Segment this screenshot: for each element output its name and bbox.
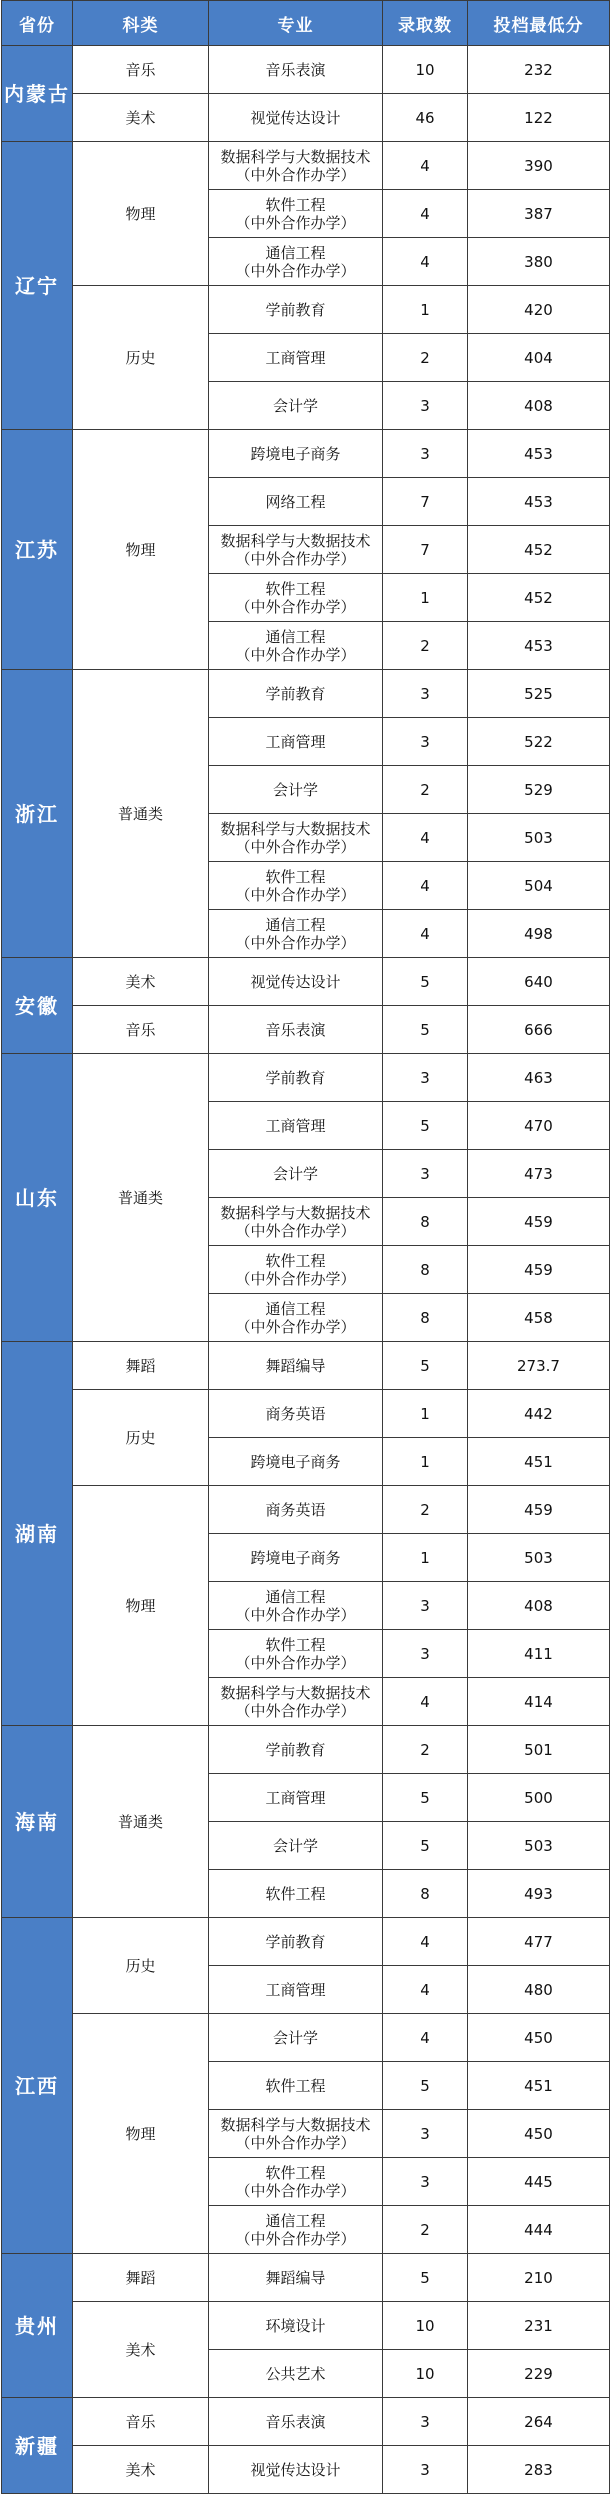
- min-score-cell: 451: [468, 2062, 610, 2110]
- major-name: 软件工程: [265, 579, 326, 598]
- major-note: （中外合作办学）: [235, 885, 356, 904]
- major-name: 工商管理: [265, 1980, 326, 1999]
- admitted-cell: 4: [383, 1918, 468, 1966]
- min-score-cell: 463: [468, 1054, 610, 1102]
- major-cell: [209, 2350, 383, 2398]
- major-cell: [209, 334, 383, 382]
- major-name: 舞蹈编导: [265, 1356, 326, 1375]
- major-note: （中外合作办学）: [235, 165, 356, 184]
- min-score-cell: 493: [468, 1870, 610, 1918]
- admitted-cell: 2: [383, 2206, 468, 2254]
- min-score-cell: 503: [468, 1822, 610, 1870]
- admitted-cell: 3: [383, 718, 468, 766]
- major-cell: [209, 910, 383, 958]
- major-cell: [209, 526, 383, 574]
- province-cell: 浙江: [2, 670, 73, 958]
- major-name: 跨境电子商务: [250, 444, 341, 463]
- table-row: [2, 430, 610, 478]
- min-score-cell: 480: [468, 1966, 610, 2014]
- major-name: 舞蹈编导: [265, 2268, 326, 2287]
- min-score-cell: 503: [468, 814, 610, 862]
- major-cell: [209, 2110, 383, 2158]
- category-cell: 历史: [73, 1390, 209, 1486]
- major-cell: [209, 1294, 383, 1342]
- admitted-cell: 5: [383, 1774, 468, 1822]
- province-cell: 新疆: [2, 2398, 73, 2494]
- major-note: （中外合作办学）: [235, 597, 356, 616]
- min-score-cell: 459: [468, 1198, 610, 1246]
- admitted-cell: 2: [383, 334, 468, 382]
- category-cell: 普通类: [73, 1726, 209, 1918]
- major-note: （中外合作办学）: [235, 1605, 356, 1624]
- major-cell: [209, 718, 383, 766]
- major-cell: [209, 862, 383, 910]
- major-name: 商务英语: [265, 1404, 326, 1423]
- table-row: [2, 2446, 610, 2494]
- major-name: 学前教育: [265, 1740, 326, 1759]
- major-note: （中外合作办学）: [235, 1317, 356, 1336]
- major-name: 音乐表演: [265, 60, 326, 79]
- major-cell: [209, 574, 383, 622]
- major-cell: [209, 190, 383, 238]
- admitted-cell: 10: [383, 46, 468, 94]
- major-name: 通信工程: [265, 2211, 326, 2230]
- header-min-score: 投档最低分: [468, 1, 610, 46]
- admitted-cell: 3: [383, 1054, 468, 1102]
- table-row: [2, 2302, 610, 2350]
- major-note: （中外合作办学）: [235, 213, 356, 232]
- table-row: [2, 1006, 610, 1054]
- major-cell: [209, 2062, 383, 2110]
- min-score-cell: 444: [468, 2206, 610, 2254]
- admitted-cell: 4: [383, 238, 468, 286]
- min-score-cell: 470: [468, 1102, 610, 1150]
- major-cell: [209, 1630, 383, 1678]
- min-score-cell: 408: [468, 1582, 610, 1630]
- min-score-cell: 380: [468, 238, 610, 286]
- admitted-cell: 8: [383, 1870, 468, 1918]
- major-cell: [209, 1198, 383, 1246]
- min-score-cell: 666: [468, 1006, 610, 1054]
- min-score-cell: 411: [468, 1630, 610, 1678]
- table-header-row: [2, 1, 610, 46]
- major-cell: [209, 958, 383, 1006]
- admitted-cell: 3: [383, 2110, 468, 2158]
- major-name: 公共艺术: [265, 2364, 326, 2383]
- min-score-cell: 404: [468, 334, 610, 382]
- category-cell: 音乐: [73, 46, 209, 94]
- major-name: 会计学: [272, 2028, 318, 2047]
- min-score-cell: 640: [468, 958, 610, 1006]
- major-cell: [209, 430, 383, 478]
- province-cell: 湖南: [2, 1342, 73, 1726]
- major-note: （中外合作办学）: [235, 1221, 356, 1240]
- min-score-cell: 452: [468, 526, 610, 574]
- major-name: 数据科学与大数据技术: [220, 2115, 371, 2134]
- major-cell: [209, 1342, 383, 1390]
- admitted-cell: 4: [383, 1966, 468, 2014]
- major-name: 软件工程: [265, 1251, 326, 1270]
- admitted-cell: 3: [383, 382, 468, 430]
- major-cell: [209, 1150, 383, 1198]
- major-name: 通信工程: [265, 915, 326, 934]
- table-row: [2, 2014, 610, 2062]
- min-score-cell: 390: [468, 142, 610, 190]
- major-name: 软件工程: [265, 1635, 326, 1654]
- header-province: 省份: [2, 1, 73, 46]
- admitted-cell: 3: [383, 1150, 468, 1198]
- major-cell: [209, 1774, 383, 1822]
- min-score-cell: 450: [468, 2110, 610, 2158]
- major-name: 数据科学与大数据技术: [220, 1203, 371, 1222]
- min-score-cell: 525: [468, 670, 610, 718]
- major-name: 会计学: [272, 396, 318, 415]
- major-cell: [209, 238, 383, 286]
- major-cell: [209, 1438, 383, 1486]
- admitted-cell: 2: [383, 1486, 468, 1534]
- admitted-cell: 5: [383, 958, 468, 1006]
- min-score-cell: 500: [468, 1774, 610, 1822]
- table-row: [2, 1054, 610, 1102]
- major-cell: [209, 1006, 383, 1054]
- admitted-cell: 5: [383, 1102, 468, 1150]
- admitted-cell: 2: [383, 1726, 468, 1774]
- major-name: 网络工程: [265, 492, 326, 511]
- major-name: 通信工程: [265, 627, 326, 646]
- major-name: 学前教育: [265, 1068, 326, 1087]
- table-row: [2, 94, 610, 142]
- min-score-cell: 414: [468, 1678, 610, 1726]
- table-row: [2, 142, 610, 190]
- admission-scores-table: [1, 0, 610, 2494]
- major-name: 环境设计: [265, 2316, 326, 2335]
- major-note: （中外合作办学）: [235, 1701, 356, 1720]
- major-note: （中外合作办学）: [235, 261, 356, 280]
- major-note: （中外合作办学）: [235, 2181, 356, 2200]
- category-cell: 物理: [73, 142, 209, 286]
- header-major: 专业: [209, 1, 383, 46]
- major-name: 工商管理: [265, 1116, 326, 1135]
- admitted-cell: 3: [383, 1630, 468, 1678]
- min-score-cell: 264: [468, 2398, 610, 2446]
- category-cell: 美术: [73, 958, 209, 1006]
- category-cell: 音乐: [73, 1006, 209, 1054]
- min-score-cell: 473: [468, 1150, 610, 1198]
- admitted-cell: 46: [383, 94, 468, 142]
- min-score-cell: 453: [468, 622, 610, 670]
- admitted-cell: 10: [383, 2350, 468, 2398]
- min-score-cell: 452: [468, 574, 610, 622]
- min-score-cell: 503: [468, 1534, 610, 1582]
- major-name: 跨境电子商务: [250, 1548, 341, 1567]
- table-row: [2, 1342, 610, 1390]
- min-score-cell: 459: [468, 1246, 610, 1294]
- table-row: [2, 2398, 610, 2446]
- min-score-cell: 232: [468, 46, 610, 94]
- admitted-cell: 4: [383, 190, 468, 238]
- category-cell: 美术: [73, 94, 209, 142]
- major-cell: [209, 2398, 383, 2446]
- major-cell: [209, 94, 383, 142]
- admitted-cell: 3: [383, 430, 468, 478]
- min-score-cell: 450: [468, 2014, 610, 2062]
- min-score-cell: 283: [468, 2446, 610, 2494]
- min-score-cell: 522: [468, 718, 610, 766]
- major-name: 通信工程: [265, 1299, 326, 1318]
- major-name: 会计学: [272, 780, 318, 799]
- category-cell: 舞蹈: [73, 1342, 209, 1390]
- table-row: [2, 670, 610, 718]
- header-category: 科类: [73, 1, 209, 46]
- admitted-cell: 8: [383, 1198, 468, 1246]
- category-cell: 历史: [73, 1918, 209, 2014]
- major-cell: [209, 1678, 383, 1726]
- admitted-cell: 3: [383, 2158, 468, 2206]
- major-name: 商务英语: [265, 1500, 326, 1519]
- major-name: 学前教育: [265, 1932, 326, 1951]
- admitted-cell: 3: [383, 670, 468, 718]
- major-name: 工商管理: [265, 1788, 326, 1807]
- admitted-cell: 1: [383, 286, 468, 334]
- major-note: （中外合作办学）: [235, 549, 356, 568]
- major-name: 软件工程: [265, 867, 326, 886]
- province-cell: 贵州: [2, 2254, 73, 2398]
- min-score-cell: 453: [468, 478, 610, 526]
- table-row: [2, 1486, 610, 1534]
- major-cell: [209, 286, 383, 334]
- admitted-cell: 7: [383, 478, 468, 526]
- admitted-cell: 4: [383, 814, 468, 862]
- min-score-cell: 387: [468, 190, 610, 238]
- min-score-cell: 408: [468, 382, 610, 430]
- major-name: 工商管理: [265, 732, 326, 751]
- major-cell: [209, 1822, 383, 1870]
- major-name: 数据科学与大数据技术: [220, 147, 371, 166]
- major-cell: [209, 1486, 383, 1534]
- category-cell: 物理: [73, 2014, 209, 2254]
- admitted-cell: 10: [383, 2302, 468, 2350]
- major-name: 数据科学与大数据技术: [220, 819, 371, 838]
- category-cell: 历史: [73, 286, 209, 430]
- major-cell: [209, 1534, 383, 1582]
- admitted-cell: 4: [383, 910, 468, 958]
- admitted-cell: 4: [383, 142, 468, 190]
- major-cell: [209, 1246, 383, 1294]
- major-name: 数据科学与大数据技术: [220, 531, 371, 550]
- min-score-cell: 420: [468, 286, 610, 334]
- admitted-cell: 5: [383, 1342, 468, 1390]
- province-cell: 内蒙古: [2, 46, 73, 142]
- major-cell: [209, 2254, 383, 2302]
- major-name: 软件工程: [265, 1884, 326, 1903]
- admitted-cell: 3: [383, 2398, 468, 2446]
- major-note: （中外合作办学）: [235, 645, 356, 664]
- major-name: 音乐表演: [265, 1020, 326, 1039]
- major-name: 数据科学与大数据技术: [220, 1683, 371, 1702]
- table-row: [2, 1918, 610, 1966]
- min-score-cell: 231: [468, 2302, 610, 2350]
- admitted-cell: 1: [383, 1534, 468, 1582]
- header-admitted: 录取数: [383, 1, 468, 46]
- major-cell: [209, 1390, 383, 1438]
- major-name: 音乐表演: [265, 2412, 326, 2431]
- admitted-cell: 4: [383, 2014, 468, 2062]
- major-cell: [209, 1870, 383, 1918]
- major-cell: [209, 2206, 383, 2254]
- admitted-cell: 5: [383, 2254, 468, 2302]
- major-name: 软件工程: [265, 2163, 326, 2182]
- min-score-cell: 477: [468, 1918, 610, 1966]
- admitted-cell: 2: [383, 622, 468, 670]
- admitted-cell: 5: [383, 2062, 468, 2110]
- admitted-cell: 3: [383, 2446, 468, 2494]
- major-name: 通信工程: [265, 243, 326, 262]
- min-score-cell: 504: [468, 862, 610, 910]
- major-name: 通信工程: [265, 1587, 326, 1606]
- major-cell: [209, 478, 383, 526]
- major-name: 视觉传达设计: [250, 2460, 341, 2479]
- category-cell: 美术: [73, 2302, 209, 2398]
- major-cell: [209, 382, 383, 430]
- major-name: 跨境电子商务: [250, 1452, 341, 1471]
- major-cell: [209, 2014, 383, 2062]
- table-body: [2, 46, 610, 2494]
- min-score-cell: 498: [468, 910, 610, 958]
- major-cell: [209, 622, 383, 670]
- admitted-cell: 8: [383, 1246, 468, 1294]
- admitted-cell: 8: [383, 1294, 468, 1342]
- province-cell: 山东: [2, 1054, 73, 1342]
- category-cell: 普通类: [73, 1054, 209, 1342]
- min-score-cell: 122: [468, 94, 610, 142]
- min-score-cell: 458: [468, 1294, 610, 1342]
- major-note: （中外合作办学）: [235, 837, 356, 856]
- table-row: [2, 1390, 610, 1438]
- admitted-cell: 1: [383, 574, 468, 622]
- major-name: 软件工程: [265, 195, 326, 214]
- admitted-cell: 5: [383, 1822, 468, 1870]
- table-row: [2, 2254, 610, 2302]
- admitted-cell: 3: [383, 1582, 468, 1630]
- major-name: 会计学: [272, 1836, 318, 1855]
- province-cell: 安徽: [2, 958, 73, 1054]
- category-cell: 舞蹈: [73, 2254, 209, 2302]
- major-name: 工商管理: [265, 348, 326, 367]
- min-score-cell: 229: [468, 2350, 610, 2398]
- major-cell: [209, 1966, 383, 2014]
- major-cell: [209, 1054, 383, 1102]
- admitted-cell: 4: [383, 1678, 468, 1726]
- major-cell: [209, 142, 383, 190]
- category-cell: 物理: [73, 1486, 209, 1726]
- major-cell: [209, 2158, 383, 2206]
- major-note: （中外合作办学）: [235, 2133, 356, 2152]
- admitted-cell: 7: [383, 526, 468, 574]
- major-name: 视觉传达设计: [250, 108, 341, 127]
- min-score-cell: 501: [468, 1726, 610, 1774]
- major-name: 学前教育: [265, 300, 326, 319]
- major-note: （中外合作办学）: [235, 1269, 356, 1288]
- admitted-cell: 1: [383, 1438, 468, 1486]
- table-row: [2, 286, 610, 334]
- major-cell: [209, 1918, 383, 1966]
- category-cell: 物理: [73, 430, 209, 670]
- major-cell: [209, 1102, 383, 1150]
- major-cell: [209, 1726, 383, 1774]
- major-cell: [209, 2302, 383, 2350]
- province-cell: 辽宁: [2, 142, 73, 430]
- major-cell: [209, 2446, 383, 2494]
- category-cell: 普通类: [73, 670, 209, 958]
- major-name: 视觉传达设计: [250, 972, 341, 991]
- table-row: [2, 1726, 610, 1774]
- min-score-cell: 445: [468, 2158, 610, 2206]
- min-score-cell: 442: [468, 1390, 610, 1438]
- admitted-cell: 1: [383, 1390, 468, 1438]
- category-cell: 音乐: [73, 2398, 209, 2446]
- major-cell: [209, 670, 383, 718]
- admitted-cell: 2: [383, 766, 468, 814]
- min-score-cell: 210: [468, 2254, 610, 2302]
- major-name: 学前教育: [265, 684, 326, 703]
- province-cell: 江西: [2, 1918, 73, 2254]
- table-row: [2, 46, 610, 94]
- min-score-cell: 273.7: [468, 1342, 610, 1390]
- category-cell: 美术: [73, 2446, 209, 2494]
- major-name: 会计学: [272, 1164, 318, 1183]
- admitted-cell: 4: [383, 862, 468, 910]
- major-note: （中外合作办学）: [235, 2229, 356, 2248]
- major-note: （中外合作办学）: [235, 1653, 356, 1672]
- major-cell: [209, 814, 383, 862]
- province-cell: 海南: [2, 1726, 73, 1918]
- major-note: （中外合作办学）: [235, 933, 356, 952]
- min-score-cell: 529: [468, 766, 610, 814]
- major-cell: [209, 1582, 383, 1630]
- min-score-cell: 459: [468, 1486, 610, 1534]
- major-cell: [209, 46, 383, 94]
- major-cell: [209, 766, 383, 814]
- min-score-cell: 453: [468, 430, 610, 478]
- min-score-cell: 451: [468, 1438, 610, 1486]
- province-cell: 江苏: [2, 430, 73, 670]
- table-row: [2, 958, 610, 1006]
- major-name: 软件工程: [265, 2076, 326, 2095]
- admitted-cell: 5: [383, 1006, 468, 1054]
